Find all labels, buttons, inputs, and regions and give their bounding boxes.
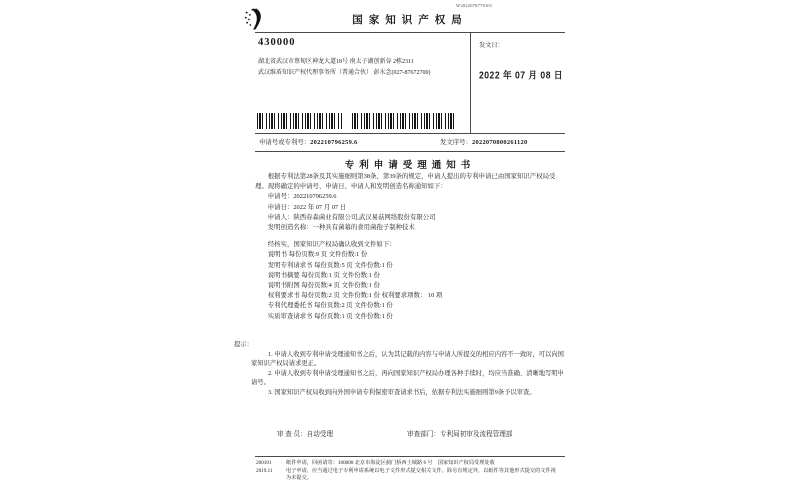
notes-section — [234, 340, 568, 398]
document-list-item: 实质审查请求书 每份页数:1 页 文件份数:1 份 — [267, 312, 393, 320]
dispatch-number: 发文序号：2022070800261120 — [440, 139, 528, 146]
intro-paragraph: 根据专利法第28条及其实施细则第38条、第39条的规定，申请人提出的专利申请已由国家知识产权局受理。现将确定的申请号、申请日、申请人和发明创造名称通知如下： — [255, 173, 556, 191]
header-vertical-divider — [470, 32, 471, 133]
divider — [255, 133, 565, 134]
document-title: 专利申请受理通知书 — [344, 161, 476, 171]
note-item: 3. 国家知识产权局收到向外国申请专利保密审查请求书后，依据专利法实施细则第9条予以审查。 — [268, 388, 536, 396]
field-application-number: 申请号：202210796259.6 — [267, 193, 337, 201]
document-list-item: 说明书摘要 每份页数:1 页 文件份数:1 份 — [267, 271, 380, 279]
footer-row — [256, 468, 568, 481]
note-item: 1. 申请人收到专利申请受理通知书之后，认为其记载的内容与申请人所提交的相应内容不一致时，可以向国家知识产权局请求更正。 — [251, 350, 564, 368]
divider — [255, 151, 565, 152]
address-line-2: 武汉维盾知识产权代理事务所（普通合伙） 彭水念(027-87672700) — [258, 70, 431, 76]
barcode-left — [257, 113, 343, 129]
examiner-name: 审 查 员：自动受理 — [277, 431, 334, 438]
footer-row-text: 纸件申请，回函请寄：100088 北京市海淀区蓟门桥西土城路 6 号 国家知识产权局受理处收 — [286, 460, 495, 466]
office-title: 国家知识产权局 — [352, 15, 468, 26]
patent-acceptance-notice-page — [230, 0, 570, 500]
document-list-item: 权利要求书 每份页数:2 页 文件份数:1 份 权利要求项数： 10 项 — [267, 292, 443, 300]
notes-title: 提示： — [234, 341, 253, 348]
issue-date-box — [479, 40, 565, 81]
examining-department: 审查部门：专利局初审及流程管理部 — [407, 431, 513, 438]
document-list-item: 说明书 每份页数:9 页 文件份数:1 份 — [267, 251, 368, 259]
footer-notes — [256, 460, 568, 483]
barcode-right — [352, 113, 454, 129]
header-divider — [255, 32, 565, 33]
document-list-item: 发明专利请求书 每份页数:5 页 文件份数:1 份 — [267, 261, 393, 269]
issue-date-value: 2022 年 07 月 08 日 — [479, 69, 563, 81]
footer-row-text: 电子申请，应当通过电子专利申请系统以电子文件形式提交相关文件。除另有规定外，以纸件等其他形式提交的文件视为未提交。 — [286, 468, 556, 481]
field-invention-title: 发明创造名称：一种具有菌幕的食用菌孢子制种技术 — [267, 224, 415, 232]
document-list-item: 专利代理委托书 每份页数:2 页 文件份数:1 份 — [267, 302, 393, 310]
postal-code: 430000 — [258, 37, 296, 48]
address-line-1: 湖北省武汉市蔡甸区神龙大道18号 南太子湖创新谷 2栋2311 — [258, 59, 414, 65]
recipient-address-block — [258, 37, 463, 77]
document-list-item: 说明书附图 每份页数:4 页 文件份数:1 份 — [267, 282, 380, 290]
top-right-serial: W2022070778101 — [456, 3, 493, 8]
application-number: 申请号或专利号：202210796259.6 — [259, 139, 358, 146]
field-application-date: 申请日：2022 年 07 月 07 日 — [267, 203, 347, 211]
notice-body — [255, 172, 567, 322]
footer-row — [256, 460, 568, 466]
received-documents-intro: 经核实，国家知识产权局确认收到文件如下： — [267, 241, 396, 249]
footer-form-code: 2019.11 — [256, 468, 273, 475]
note-item: 2. 申请人收到专利申请受理通知书之后，再向国家知识产权局办理各种手续时，均应当准确、清晰地写明申请号。 — [251, 369, 564, 387]
footer-divider — [255, 456, 565, 457]
footer-form-code: 200101 — [256, 460, 272, 466]
issue-date-label: 发文日： — [479, 42, 504, 49]
field-applicant: 申请人：陕西春森菌业有限公司,武汉易菇网络股份有限公司 — [267, 213, 436, 221]
